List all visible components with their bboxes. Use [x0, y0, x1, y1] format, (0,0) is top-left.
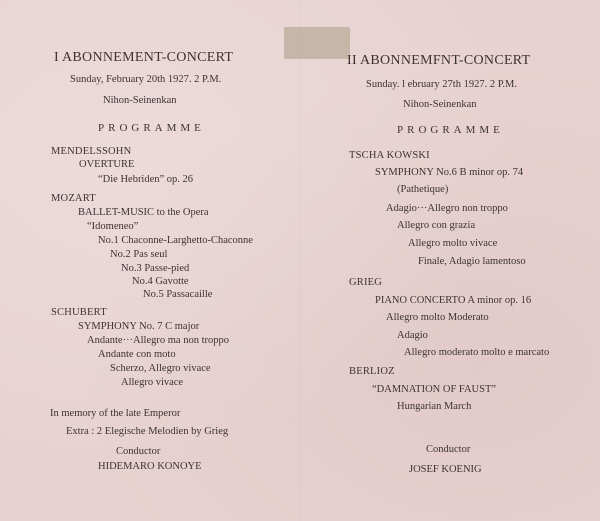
left-conductor-name: HIDEMARO KONOYE: [98, 461, 202, 472]
left-movement: No.1 Chaconne-Larghetto-Chaconne: [98, 235, 253, 246]
right-work: PIANO CONCERTO A minor op. 16: [375, 295, 532, 306]
right-movement: Finale, Adagio lamentoso: [418, 256, 526, 267]
left-concert-title: I ABONNEMENT-CONCERT: [54, 50, 234, 65]
right-movement: Allegro moderato molto e marcato: [404, 347, 550, 358]
left-movement: No.4 Gavotte: [132, 276, 189, 287]
left-composer: SCHUBERT: [51, 307, 107, 318]
right-work-detail: Hungarian March: [397, 401, 472, 412]
left-movement: Andante con moto: [98, 349, 176, 360]
left-work-detail: “Die Hebriden” op. 26: [98, 174, 194, 185]
right-work: “DAMNATION OF FAUST”: [372, 384, 497, 395]
left-movement: Allegro vivace: [121, 377, 184, 388]
right-composer: TSCHA KOWSKI: [349, 150, 430, 161]
left-programme-heading: PROGRAMME: [98, 122, 205, 134]
right-venue: Nihon-Seinenkan: [403, 99, 477, 110]
left-movement: Andante···Allegro ma non troppo: [87, 335, 230, 346]
right-concert-title: II ABONNEMFNT-CONCERT: [347, 53, 531, 68]
right-movement: Allegro molto Moderato: [386, 312, 489, 323]
right-movement: Allegro con grazia: [397, 220, 476, 231]
left-work: BALLET-MUSIC to the Opera: [78, 207, 209, 218]
left-work: SYMPHONY No. 7 C major: [78, 321, 200, 332]
left-movement: Scherzo, Allegro vivace: [110, 363, 211, 374]
right-programme-heading: PROGRAMME: [397, 124, 504, 136]
left-movement: No.2 Pas seul: [110, 249, 168, 260]
left-concert-date: Sunday, February 20th 1927. 2 P.M.: [70, 74, 222, 85]
tape-mark: [284, 27, 350, 59]
left-work: OVERTURE: [79, 159, 135, 170]
right-work-detail: (Pathetique): [397, 184, 449, 195]
left-work-detail: “Idomeneo”: [87, 221, 139, 232]
right-conductor-label: Conductor: [426, 444, 471, 455]
right-conductor-name: JOSEF KOENIG: [409, 464, 482, 475]
right-work: SYMPHONY No.6 B minor op. 74: [375, 167, 524, 178]
right-composer: GRIEG: [349, 277, 383, 288]
left-memorial-note: In memory of the late Emperor: [50, 408, 181, 419]
left-movement: No.3 Passe-pied: [121, 263, 190, 274]
left-composer: MOZART: [51, 193, 96, 204]
center-fold: [300, 0, 302, 521]
left-extra-note: Extra : 2 Elegische Melodien by Grieg: [66, 426, 229, 437]
right-concert-date: Sunday. l ebruary 27th 1927. 2 P.M.: [366, 79, 517, 90]
right-composer: BERLIOZ: [349, 366, 395, 377]
left-conductor-label: Conductor: [116, 446, 161, 457]
left-venue: Nihon-Seinenkan: [103, 95, 177, 106]
right-movement: Adagio: [397, 330, 428, 341]
right-movement: Allegro molto vivace: [408, 238, 498, 249]
left-composer: MENDELSSOHN: [51, 146, 132, 157]
right-movement: Adagio···Allegro non troppo: [386, 203, 508, 214]
left-movement: No.5 Passacaille: [143, 289, 213, 300]
